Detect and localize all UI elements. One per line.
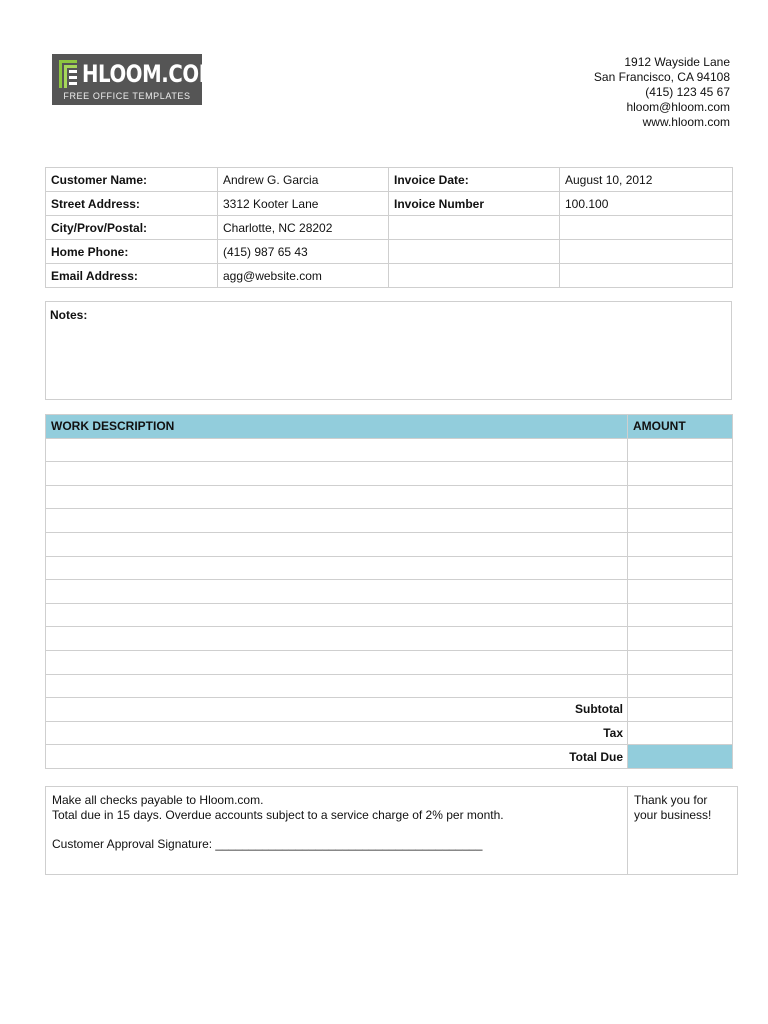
payment-instructions: Make all checks payable to Hloom.com. xyxy=(52,793,264,807)
work-description-cell[interactable] xyxy=(46,462,628,486)
table-row xyxy=(46,216,733,240)
work-item-row xyxy=(46,674,733,698)
customer-name-field[interactable]: Andrew G. Garcia xyxy=(218,168,389,192)
tax-label: Tax xyxy=(46,721,628,745)
empty-cell[interactable] xyxy=(389,264,560,288)
work-amount-cell[interactable] xyxy=(628,485,733,509)
work-amount-cell[interactable] xyxy=(628,627,733,651)
street-address-label: Street Address: xyxy=(46,192,218,216)
work-amount-cell[interactable] xyxy=(628,532,733,556)
hloom-logo-icon xyxy=(59,60,79,88)
city-label: City/Prov/Postal: xyxy=(46,216,218,240)
logo-name: HLOOM.COM xyxy=(82,60,218,88)
work-description-cell[interactable] xyxy=(46,603,628,627)
total-due-amount[interactable] xyxy=(628,745,733,769)
work-amount-cell[interactable] xyxy=(628,462,733,486)
table-row xyxy=(46,192,733,216)
table-row xyxy=(46,240,733,264)
work-description-cell[interactable] xyxy=(46,674,628,698)
city-field[interactable]: Charlotte, NC 28202 xyxy=(218,216,389,240)
work-description-cell[interactable] xyxy=(46,627,628,651)
work-item-row xyxy=(46,438,733,462)
payment-terms-cell xyxy=(46,787,628,875)
company-phone: (415) 123 45 67 xyxy=(645,85,730,99)
company-street: 1912 Wayside Lane xyxy=(624,55,730,69)
empty-cell[interactable] xyxy=(560,240,733,264)
work-description-cell[interactable] xyxy=(46,438,628,462)
logo-tagline: FREE OFFICE TEMPLATES xyxy=(63,91,191,101)
work-description-header: WORK DESCRIPTION xyxy=(46,415,628,439)
email-address-label: Email Address: xyxy=(46,264,218,288)
invoice-date-label: Invoice Date: xyxy=(389,168,560,192)
work-description-cell[interactable] xyxy=(46,650,628,674)
work-amount-cell[interactable] xyxy=(628,438,733,462)
work-item-row xyxy=(46,532,733,556)
company-city: San Francisco, CA 94108 xyxy=(593,70,730,84)
tax-row xyxy=(46,721,733,745)
work-item-row xyxy=(46,603,733,627)
thank-you-cell xyxy=(628,787,738,875)
total-due-label: Total Due xyxy=(46,745,628,769)
signature-line[interactable]: Customer Approval Signature: ________________________________________ xyxy=(52,837,483,851)
work-item-row xyxy=(46,650,733,674)
subtotal-label: Subtotal xyxy=(46,698,628,722)
work-table-header xyxy=(46,415,733,439)
empty-cell[interactable] xyxy=(560,216,733,240)
empty-cell[interactable] xyxy=(389,216,560,240)
customer-info-table xyxy=(45,167,733,288)
work-description-cell[interactable] xyxy=(46,485,628,509)
street-address-field[interactable]: 3312 Kooter Lane xyxy=(218,192,389,216)
company-email[interactable]: hloom@hloom.com xyxy=(626,100,730,114)
table-row xyxy=(46,264,733,288)
work-item-row xyxy=(46,580,733,604)
company-logo xyxy=(52,54,218,105)
work-item-row xyxy=(46,462,733,486)
work-amount-cell[interactable] xyxy=(628,674,733,698)
amount-header: AMOUNT xyxy=(628,415,733,439)
work-description-cell[interactable] xyxy=(46,556,628,580)
subtotal-row xyxy=(46,698,733,722)
payment-due-terms: Total due in 15 days. Overdue accounts subject to a service charge of 2% per month. xyxy=(52,807,504,822)
thank-you-note: Thank you for your business! xyxy=(634,793,712,822)
notes-box[interactable] xyxy=(45,301,732,400)
tax-amount[interactable] xyxy=(628,721,733,745)
work-item-row xyxy=(46,509,733,533)
notes-label: Notes: xyxy=(50,308,88,322)
work-description-cell[interactable] xyxy=(46,580,628,604)
spacer xyxy=(52,822,621,837)
table-row xyxy=(46,168,733,192)
total-due-row xyxy=(46,745,733,769)
work-description-cell[interactable] xyxy=(46,509,628,533)
work-amount-cell[interactable] xyxy=(628,580,733,604)
subtotal-amount[interactable] xyxy=(628,698,733,722)
table-row xyxy=(46,787,738,875)
work-amount-cell[interactable] xyxy=(628,556,733,580)
payment-terms-table xyxy=(45,786,738,875)
home-phone-field[interactable]: (415) 987 65 43 xyxy=(218,240,389,264)
work-item-row xyxy=(46,556,733,580)
customer-name-label: Customer Name: xyxy=(46,168,218,192)
company-address xyxy=(594,55,730,130)
email-address-field[interactable]: agg@website.com xyxy=(218,264,389,288)
work-description-cell[interactable] xyxy=(46,532,628,556)
work-item-row xyxy=(46,485,733,509)
company-website[interactable]: www.hloom.com xyxy=(642,115,730,129)
work-table xyxy=(45,414,733,769)
invoice-date-field[interactable]: August 10, 2012 xyxy=(560,168,733,192)
work-amount-cell[interactable] xyxy=(628,650,733,674)
invoice-number-field[interactable]: 100.100 xyxy=(560,192,733,216)
invoice-number-label: Invoice Number xyxy=(389,192,560,216)
work-item-row xyxy=(46,627,733,651)
empty-cell[interactable] xyxy=(560,264,733,288)
empty-cell[interactable] xyxy=(389,240,560,264)
work-amount-cell[interactable] xyxy=(628,603,733,627)
home-phone-label: Home Phone: xyxy=(46,240,218,264)
work-amount-cell[interactable] xyxy=(628,509,733,533)
